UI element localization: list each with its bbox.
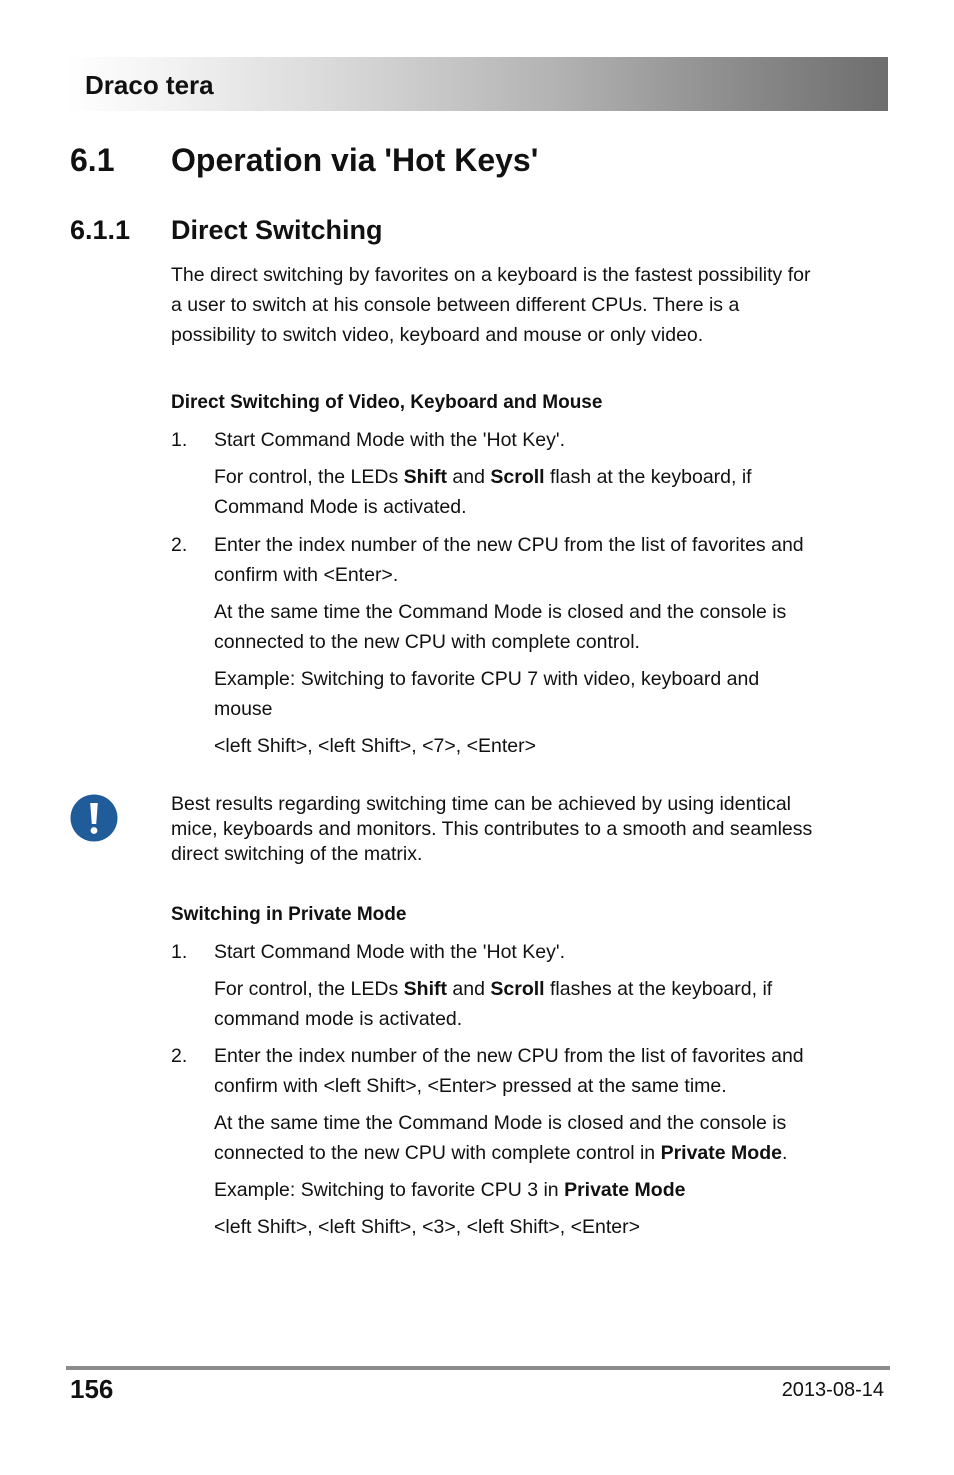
- step-number: 1.: [171, 941, 188, 963]
- subsection-title: Direct Switching: [171, 215, 383, 245]
- note-line: Best results regarding switching time can be achieved by using identical: [171, 793, 792, 815]
- header-bar: [66, 57, 888, 111]
- scroll-led-label: Scroll: [490, 466, 545, 488]
- scroll-led-label: Scroll: [490, 978, 545, 1000]
- section-heading: [70, 142, 538, 179]
- step-note-part: For control, the LEDs: [214, 466, 404, 488]
- shift-led-label: Shift: [403, 978, 447, 1000]
- block2-heading: Switching in Private Mode: [171, 904, 407, 925]
- note-line: direct switching of the matrix.: [171, 843, 423, 865]
- footer-divider: [66, 1366, 890, 1370]
- document-date: 2013-08-14: [781, 1379, 884, 1401]
- step-note-part: For control, the LEDs: [214, 978, 404, 1000]
- step-text: confirm with <Enter>.: [214, 564, 399, 586]
- key-sequence: <left Shift>, <left Shift>, <3>, <left Shift>, <Enter>: [214, 1216, 641, 1238]
- intro-line: a user to switch at his console between different CPUs. There is a: [171, 294, 740, 316]
- step-note-line: command mode is activated.: [214, 1008, 463, 1030]
- step-note-part: flash at the keyboard, if: [544, 466, 752, 488]
- step-result: At the same time the Command Mode is closed and the console is: [214, 601, 787, 623]
- step-number: 1.: [171, 429, 188, 451]
- section-number: 6.1: [70, 142, 115, 178]
- step-note-part: and: [447, 978, 491, 1000]
- intro-line: possibility to switch video, keyboard and mouse or only video.: [171, 324, 704, 346]
- step-text: Enter the index number of the new CPU from the list of favorites and: [214, 534, 804, 556]
- private-mode-label: Private Mode: [660, 1142, 782, 1164]
- private-mode-label: Private Mode: [564, 1179, 686, 1201]
- step-example: [214, 1175, 685, 1205]
- step-result: connected to the new CPU with complete control.: [214, 631, 640, 653]
- subsection-heading: [70, 215, 383, 246]
- step-text: Start Command Mode with the 'Hot Key'.: [214, 429, 566, 451]
- step-result: At the same time the Command Mode is closed and the console is: [214, 1112, 787, 1134]
- step-text: Enter the index number of the new CPU from the list of favorites and: [214, 1045, 804, 1067]
- step-number: 2.: [171, 534, 188, 556]
- step-note: [214, 974, 772, 1004]
- step-example-part: Example: Switching to favorite CPU 3 in: [214, 1179, 565, 1201]
- step-note-part: and: [447, 466, 491, 488]
- step-number: 2.: [171, 1045, 188, 1067]
- exclamation-icon: [70, 794, 118, 842]
- step-note-part: flashes at the keyboard, if: [544, 978, 773, 1000]
- step-note-line: Command Mode is activated.: [214, 496, 467, 518]
- step-note: [214, 462, 752, 492]
- section-title: Operation via 'Hot Keys': [171, 142, 539, 178]
- step-result-part: .: [781, 1142, 788, 1164]
- header-title: Draco tera: [85, 70, 214, 100]
- key-sequence: <left Shift>, <left Shift>, <7>, <Enter>: [214, 735, 536, 757]
- step-text: confirm with <left Shift>, <Enter> pressed at the same time.: [214, 1075, 727, 1097]
- subsection-number: 6.1.1: [70, 215, 131, 245]
- intro-line: The direct switching by favorites on a keyboard is the fastest possibility for: [171, 264, 811, 286]
- step-result-part: connected to the new CPU with complete control in: [214, 1142, 661, 1164]
- page-number: 156: [70, 1374, 114, 1404]
- step-result: [214, 1138, 787, 1168]
- block1-heading: Direct Switching of Video, Keyboard and Mouse: [171, 392, 603, 413]
- note-line: mice, keyboards and monitors. This contributes to a smooth and seamless: [171, 818, 813, 840]
- step-example: mouse: [214, 698, 273, 720]
- shift-led-label: Shift: [403, 466, 447, 488]
- step-text: Start Command Mode with the 'Hot Key'.: [214, 941, 566, 963]
- step-example: Example: Switching to favorite CPU 7 with video, keyboard and: [214, 668, 760, 690]
